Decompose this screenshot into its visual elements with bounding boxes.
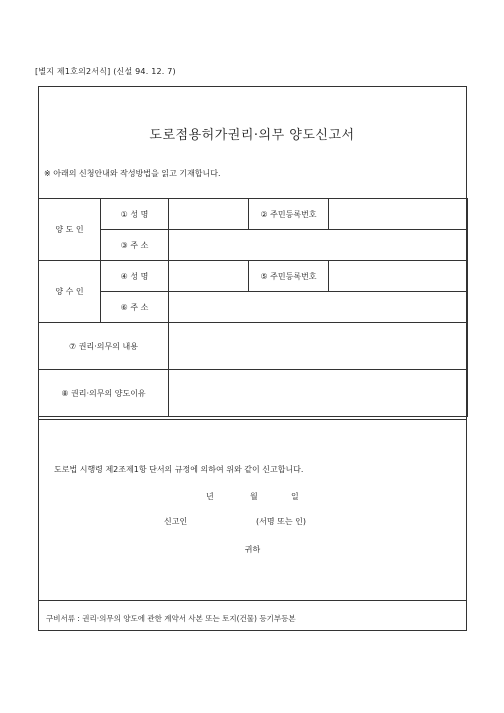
transferee-name-label: ④ 성 명 (101, 261, 169, 292)
transferor-address-label: ③ 주 소 (101, 230, 169, 261)
signature-label: (서명 또는 인) (256, 517, 306, 526)
transferee-id-field[interactable] (329, 261, 468, 292)
declaration-statement: 도로법 시행령 제2조제1항 단서의 규정에 의하여 위와 같이 신고합니다. (54, 465, 304, 474)
month-label: 월 (250, 492, 258, 501)
transferee-name-field[interactable] (169, 261, 249, 292)
applicant-table (38, 198, 468, 417)
attachment-section (38, 600, 467, 631)
attachment-text: 구비서류 : 권리·의무의 양도에 관한 계약서 사본 또는 토지(건물) 등기부등본 (46, 614, 296, 623)
transferee-id-label: ⑤ 주민등록번호 (249, 261, 329, 292)
transferor-name-label: ① 성 명 (101, 199, 169, 230)
transferor-id-label: ② 주민등록번호 (249, 199, 329, 230)
rights-content-field[interactable] (169, 323, 468, 370)
year-label: 년 (206, 492, 214, 501)
transferor-name-field[interactable] (169, 199, 249, 230)
recipient-label: 귀하 (244, 545, 261, 554)
form-number-note: [별지 제1호의2서식] (신설 94. 12. 7) (35, 67, 176, 76)
form-title: 도로점용허가권리·의무 양도신고서 (149, 128, 355, 143)
day-label: 일 (291, 492, 299, 501)
instruction-notice: ※ 아래의 신청안내와 작성방법을 읽고 기재합니다. (44, 169, 221, 178)
transferor-address-field[interactable] (169, 230, 468, 261)
transfer-reason-field[interactable] (169, 370, 468, 417)
transferor-id-field[interactable] (329, 199, 468, 230)
rights-content-label: ⑦ 권리·의무의 내용 (39, 323, 169, 370)
transfer-reason-label: ⑧ 권리·의무의 양도이유 (39, 370, 169, 417)
transferee-address-label: ⑥ 주 소 (101, 292, 169, 323)
declaration-section (38, 419, 467, 600)
transferor-label: 양 도 인 (39, 199, 101, 261)
transferee-address-field[interactable] (169, 292, 468, 323)
applicant-label: 신고인 (164, 517, 188, 526)
transferee-label: 양 수 인 (39, 261, 101, 323)
